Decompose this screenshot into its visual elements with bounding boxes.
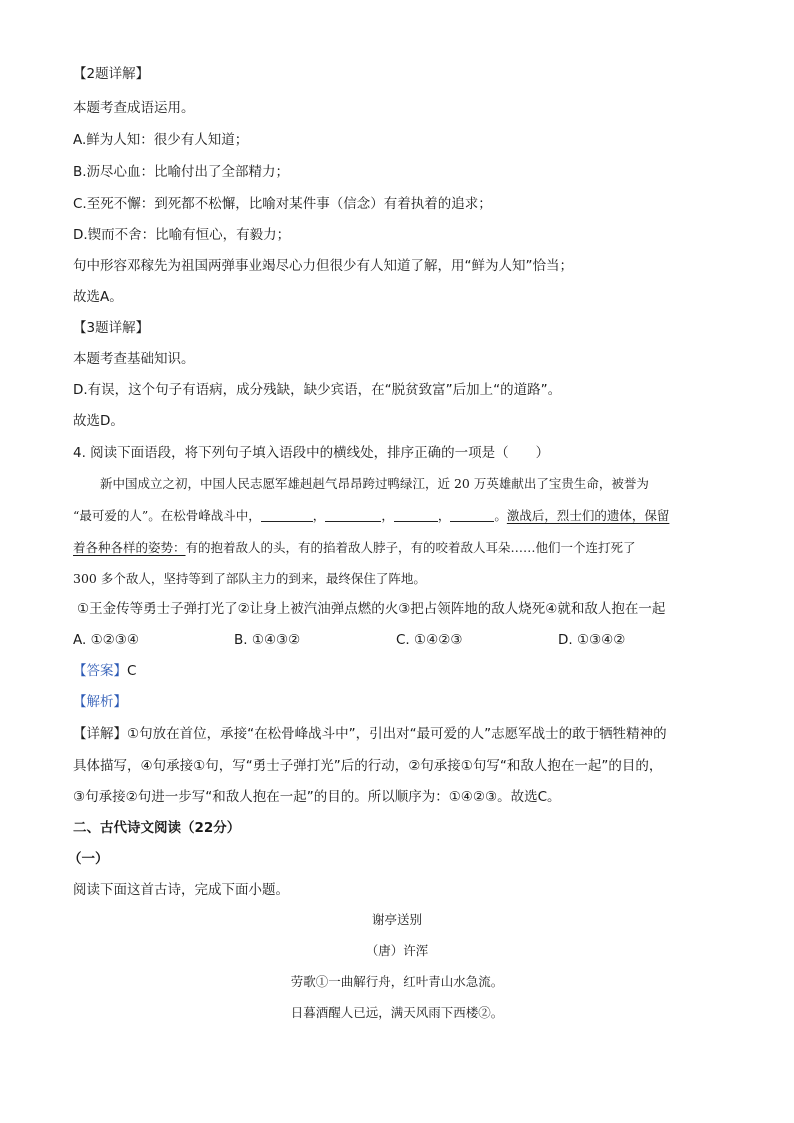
comma: ，	[312, 508, 326, 523]
q2-option-b: B.沥尽心血：比喻付出了全部精力；	[73, 164, 290, 180]
blank-2	[325, 507, 381, 522]
section-2-part-1: （一）	[68, 851, 109, 867]
q4-stem: 4. 阅读下面语段，将下列句子填入语段中的横线处，排序正确的一项是（ ）	[73, 445, 550, 461]
q2-option-c: C.至死不懈：到死都不松懈，比喻对某件事（信念）有着执着的追求；	[73, 196, 492, 212]
q3-option-d: D.有误，这个句子有语病，成分残缺，缺少宾语，在“脱贫致富”后加上“的道路”。	[73, 382, 562, 398]
q4-passage-line-2	[73, 506, 669, 526]
q3-intro: 本题考查基础知识。	[73, 351, 195, 367]
q2-answer: 故选A。	[73, 289, 123, 305]
q4-option-b: B. ①④③②	[234, 632, 301, 648]
q4-option-c: C. ①④②③	[396, 632, 463, 648]
q4-passage-line-4: 300 多个敌人，坚持等到了部队主力的到来，最终保住了阵地。	[73, 571, 426, 586]
passage-text: “最可爱的人”。在松骨峰战斗中，	[73, 508, 261, 523]
q4-detail-line-3: ③句承接②句进一步写“和敌人抱在一起”的目的。所以顺序为：①④②③。故选C。	[73, 789, 561, 805]
period: 。	[494, 508, 507, 523]
q2-analysis: 句中形容邓稼先为祖国两弹事业竭尽心力但很少有人知道了解，用“鲜为人知”恰当；	[73, 258, 573, 274]
passage-text: 有的抱着敌人的头，有的掐着敌人脖子，有的咬着敌人耳朵……他们一个连打死了	[185, 540, 636, 555]
blank-4	[450, 507, 494, 522]
section-2-title: 二、古代诗文阅读（22分）	[73, 820, 241, 836]
q4-answer	[73, 661, 136, 681]
q3-answer: 故选D。	[73, 413, 124, 429]
q2-heading: 【2题详解】	[73, 66, 150, 82]
poem-line-2: 日暮酒醒人已远，满天风雨下西楼②。	[290, 1005, 504, 1020]
q2-option-a: A.鲜为人知：很少有人知道；	[73, 132, 249, 148]
q4-detail-line-2: 具体描写，④句承接①句，写“勇士子弹打光”后的行动，②句承接①句写“和敌人抱在一起”的目的，	[73, 758, 663, 774]
q2-option-d: D.锲而不舍：比喻有恒心，有毅力；	[73, 227, 291, 243]
blank-1	[261, 507, 313, 522]
q4-option-a: A. ①②③④	[73, 632, 139, 648]
blank-3	[394, 507, 438, 522]
q4-sentences: ①王金传等勇士子弹打光了②让身上被汽油弹点燃的火③把占领阵地的敌人烧死④就和敌人抱在一起	[77, 601, 666, 617]
answer-label: 【答案】	[73, 663, 127, 679]
q4-analysis-label: 【解析】	[73, 694, 127, 710]
poem-line-1: 劳歌①一曲解行舟，红叶青山水急流。	[290, 974, 504, 989]
underlined-text: 激战后，烈士们的遗体，保留	[506, 508, 670, 523]
poem-title: 谢亭送别	[371, 912, 422, 927]
comma: ，	[437, 508, 451, 523]
section-2-instruction: 阅读下面这首古诗，完成下面小题。	[73, 882, 289, 898]
answer-value: C	[127, 663, 137, 679]
comma: ，	[381, 508, 394, 523]
q4-option-d: D. ①③④②	[558, 632, 626, 648]
poem-author: （唐）许浑	[365, 943, 429, 958]
q2-intro: 本题考查成语运用。	[73, 100, 195, 116]
q4-detail-line-1: 【详解】①句放在首位，承接“在松骨峰战斗中”，引出对“最可爱的人”志愿军战士的敢于牺牲精神的	[73, 726, 667, 742]
q4-passage-line-3	[73, 538, 636, 558]
q3-heading: 【3题详解】	[73, 320, 150, 336]
underlined-text: 着各种各样的姿势：	[73, 540, 186, 555]
q4-passage-line-1: 新中国成立之初，中国人民志愿军雄赳赳气昂昂跨过鸭绿江，近 20 万英雄献出了宝贵生命，被誉为	[100, 476, 649, 491]
